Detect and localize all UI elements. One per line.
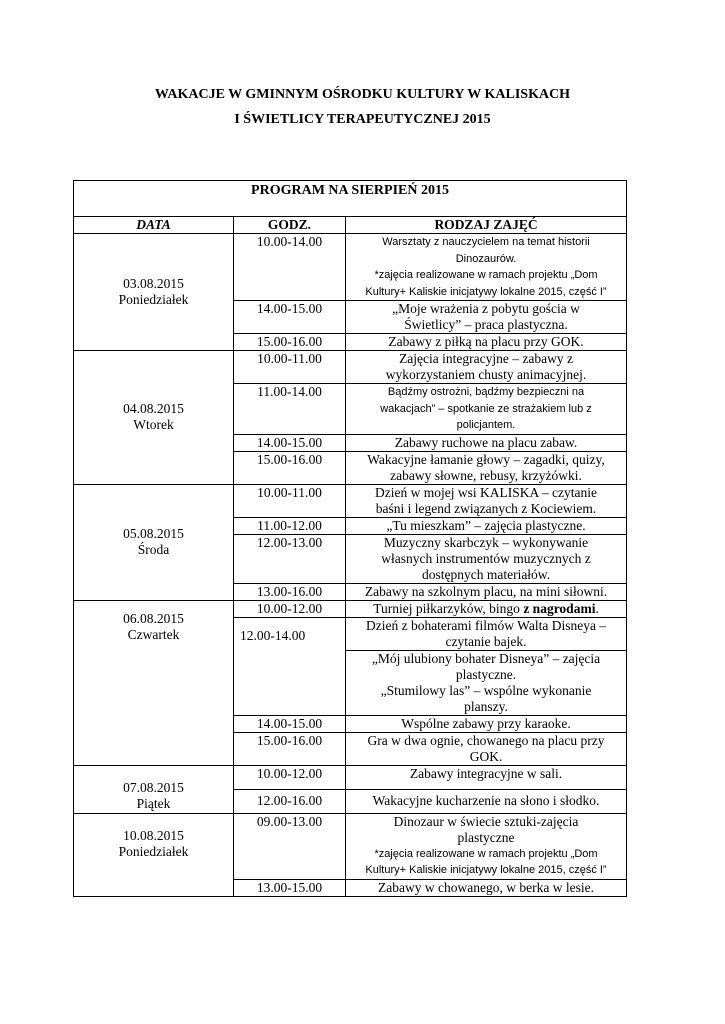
table-row	[74, 765, 627, 789]
day-date: 10.08.2015	[123, 827, 184, 843]
time-cell: 14.00-15.00	[234, 434, 346, 451]
time-cell: 12.00-13.00	[234, 534, 346, 583]
day-date: 07.08.2015	[123, 780, 184, 795]
activity-cell: Wakacyjne łamanie głowy – zagadki, quizy, zabawy słowne, rebusy, krzyżówki.	[346, 451, 627, 484]
activity-cell: Muzyczny skarbczyk – wykonywanie własnych instrumentów muzycznych z dostępnych materiałów.	[346, 534, 627, 583]
activity-cell: Zabawy ruchowe na placu zabaw.	[346, 434, 627, 451]
table-row	[74, 600, 627, 617]
time-cell: 15.00-16.00	[234, 334, 346, 351]
day-cell	[74, 813, 234, 896]
time-cell: 10.00-11.00	[234, 484, 346, 517]
activity-cell: Bądźmy ostrożni, bądźmy bezpieczni na wakacjach” – spotkanie ze strażakiem lub z policjantem.	[346, 384, 627, 435]
activity-cell: Zajęcia integracyjne – zabawy z wykorzystaniem chusty animacyjnej.	[346, 351, 627, 384]
day-weekday: Środa	[137, 542, 170, 557]
document-title-line2: I ŚWIETLICY TERAPEUTYCZNEJ 2015	[234, 112, 491, 127]
program-title: PROGRAM NA SIERPIEŃ 2015	[74, 181, 627, 217]
activity-cell: Zabawy w chowanego, w berka w lesie.	[346, 879, 627, 896]
time-cell: 10.00-12.00	[234, 600, 346, 617]
day-cell	[74, 765, 234, 813]
activity-cell: Dzień z bohaterami filmów Walta Disneya – czytanie bajek.	[346, 617, 627, 650]
time-cell: 11.00-14.00	[234, 384, 346, 435]
day-date: 06.08.2015	[123, 610, 184, 626]
activity-cell: „Moje wrażenia z pobytu gościa w Świetlicy” – praca plastyczna.	[346, 301, 627, 334]
time-cell: 15.00-16.00	[234, 451, 346, 484]
table-row	[74, 234, 627, 301]
activity-cell: Zabawy z piłką na placu przy GOK.	[346, 334, 627, 351]
day-cell	[74, 484, 234, 600]
program-table	[73, 180, 627, 897]
activity-cell: Turniej piłkarzyków, bingo z nagrodami.	[346, 600, 627, 617]
day-cell	[74, 600, 234, 765]
time-cell: 13.00-16.00	[234, 583, 346, 600]
activity-cell: Dinozaur w świecie sztuki-zajęcia plastyczne *zajęcia realizowane w ramach projektu „Dom Kultury+ Kaliskie inicjatywy lokalne 2015, część I”	[346, 813, 627, 879]
time-cell: 10.00-11.00	[234, 351, 346, 384]
activity-cell: „Mój ulubiony bohater Disneya” – zajęcia plastyczne. „Stumilowy las” – wspólne wykonanie planszy.	[346, 650, 627, 715]
table-row	[74, 484, 627, 517]
time-cell: 14.00-15.00	[234, 715, 346, 732]
time-cell: 12.00-16.00	[234, 789, 346, 813]
day-date: 03.08.2015	[123, 276, 184, 291]
day-cell	[74, 234, 234, 351]
activity-cell: Wakacyjne kucharzenie na słono i słodko.	[346, 789, 627, 813]
day-weekday: Poniedziałek	[118, 292, 189, 307]
activity-cell: Warsztaty z nauczycielem na temat historii Dinozaurów. *zajęcia realizowane w ramach projektu „Dom Kultury+ Kaliskie inicjatywy lokalne 2015, część I”	[346, 234, 627, 301]
time-cell: 14.00-15.00	[234, 301, 346, 334]
activity-cell: Gra w dwa ognie, chowanego na placu przy GOK.	[346, 732, 627, 765]
activity-cell: Zabawy integracyjne w sali.	[346, 765, 627, 789]
time-cell: 11.00-12.00	[234, 517, 346, 534]
day-weekday: Piątek	[136, 796, 171, 811]
activity-cell: Dzień w mojej wsi KALISKA – czytanie baśni i legend związanych z Kociewiem.	[346, 484, 627, 517]
time-cell: 10.00-12.00	[234, 765, 346, 789]
time-cell: 13.00-15.00	[234, 879, 346, 896]
day-weekday: Czwartek	[127, 626, 180, 642]
table-row	[74, 351, 627, 384]
day-date: 04.08.2015	[123, 401, 184, 417]
time-cell: 15.00-16.00	[234, 732, 346, 765]
time-cell: 09.00-13.00	[234, 813, 346, 879]
header-date: DATA	[74, 217, 234, 234]
activity-cell: Wspólne zabawy przy karaoke.	[346, 715, 627, 732]
document-title-line1: WAKACJE W GMINNYM OŚRODKU KULTURY W KALISKACH	[154, 87, 571, 102]
day-cell	[74, 351, 234, 485]
time-cell: 10.00-14.00	[234, 234, 346, 301]
day-date: 05.08.2015	[123, 526, 184, 541]
day-weekday: Poniedziałek	[118, 843, 189, 859]
activity-cell: Zabawy na szkolnym placu, na mini siłowni.	[346, 583, 627, 600]
header-time: GODZ.	[234, 217, 346, 234]
table-row	[74, 813, 627, 879]
header-activity: RODZAJ ZAJĘĆ	[346, 217, 627, 234]
activity-cell: „Tu mieszkam” – zajęcia plastyczne.	[346, 517, 627, 534]
time-cell: 12.00-14.00	[234, 617, 346, 715]
day-weekday: Wtorek	[133, 417, 174, 433]
